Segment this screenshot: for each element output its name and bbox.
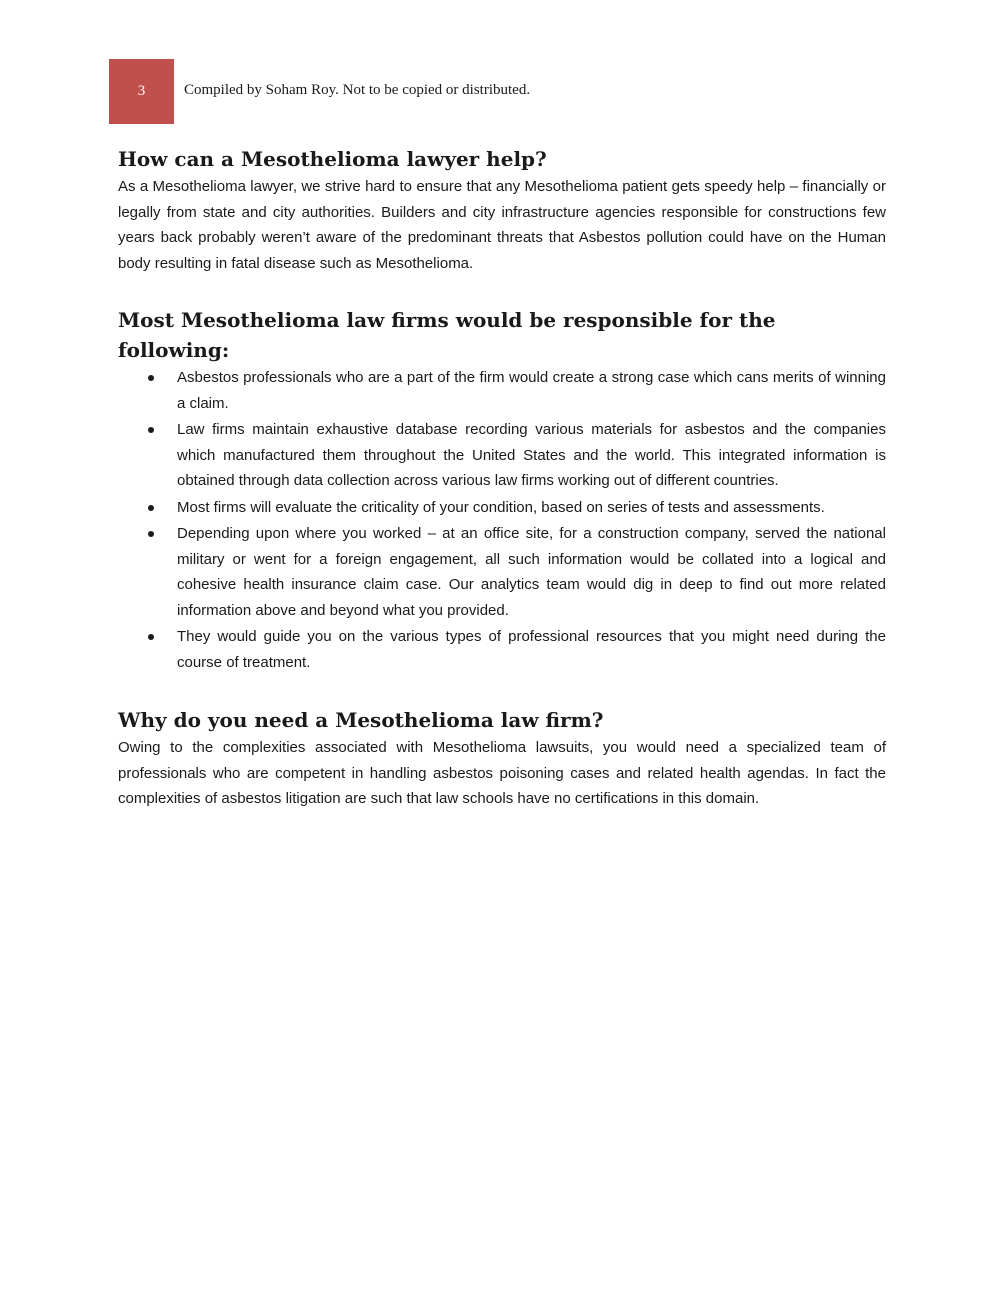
list-item-text: They would guide you on the various types of professional resources that you might need during the course of treatment. [177, 628, 886, 671]
list-item [118, 624, 886, 675]
bullet-icon [148, 375, 154, 381]
list-item [118, 495, 886, 521]
bullet-icon [148, 531, 154, 537]
page-number: 3 [137, 83, 146, 99]
responsibilities-list [118, 365, 886, 675]
page-number-badge [109, 59, 174, 124]
section-lawyer-help [118, 144, 886, 276]
section-heading: How can a Mesothelioma lawyer help? [118, 147, 547, 171]
list-item [118, 365, 886, 416]
list-item-text: Depending upon where you worked – at an office site, for a construction company, served the national military or went for a foreign engagement, all such information would be collated into a logical and cohesive health insurance claim case. Our analytics team would dig in deep to find out more related information above and beyond what you provided. [177, 525, 886, 619]
header-note: Compiled by Soham Roy. Not to be copied or distributed. [184, 82, 531, 98]
bullet-icon [148, 427, 154, 433]
list-item [118, 417, 886, 494]
bullet-icon [148, 634, 154, 640]
list-item-text: Asbestos professionals who are a part of the firm would create a strong case which cans merits of winning a claim. [177, 369, 886, 412]
section-paragraph: As a Mesothelioma lawyer, we strive hard to ensure that any Mesothelioma patient gets speedy help – financially or legally from state and city authorities. Builders and city infrastructure agencies responsible for constructions few years back probably weren’t aware of the predominant threats that Asbestos pollution could have on the Human body resulting in fatal disease such as Mesothelioma. [118, 178, 886, 272]
list-item-text: Law firms maintain exhaustive database recording various materials for asbestos and the companies which manufactured them throughout the United States and the world. This integrated information is obtained through data collection across various law firms working out of different countries. [177, 421, 886, 489]
section-law-firm-responsibilities [118, 305, 886, 675]
section-heading: Most Mesothelioma law firms would be responsible for the following: [118, 308, 776, 362]
section-paragraph: Owing to the complexities associated with Mesothelioma lawsuits, you would need a specialized team of professionals who are competent in handling asbestos poisoning cases and related health agendas. In fact the complexities of asbestos litigation are such that law schools have no certifications in this domain. [118, 739, 886, 807]
document-body [118, 144, 886, 812]
section-why-law-firm [118, 705, 886, 812]
bullet-icon [148, 505, 154, 511]
section-heading: Why do you need a Mesothelioma law firm? [118, 708, 604, 732]
list-item [118, 521, 886, 623]
list-item-text: Most firms will evaluate the criticality of your condition, based on series of tests and assessments. [177, 498, 825, 516]
